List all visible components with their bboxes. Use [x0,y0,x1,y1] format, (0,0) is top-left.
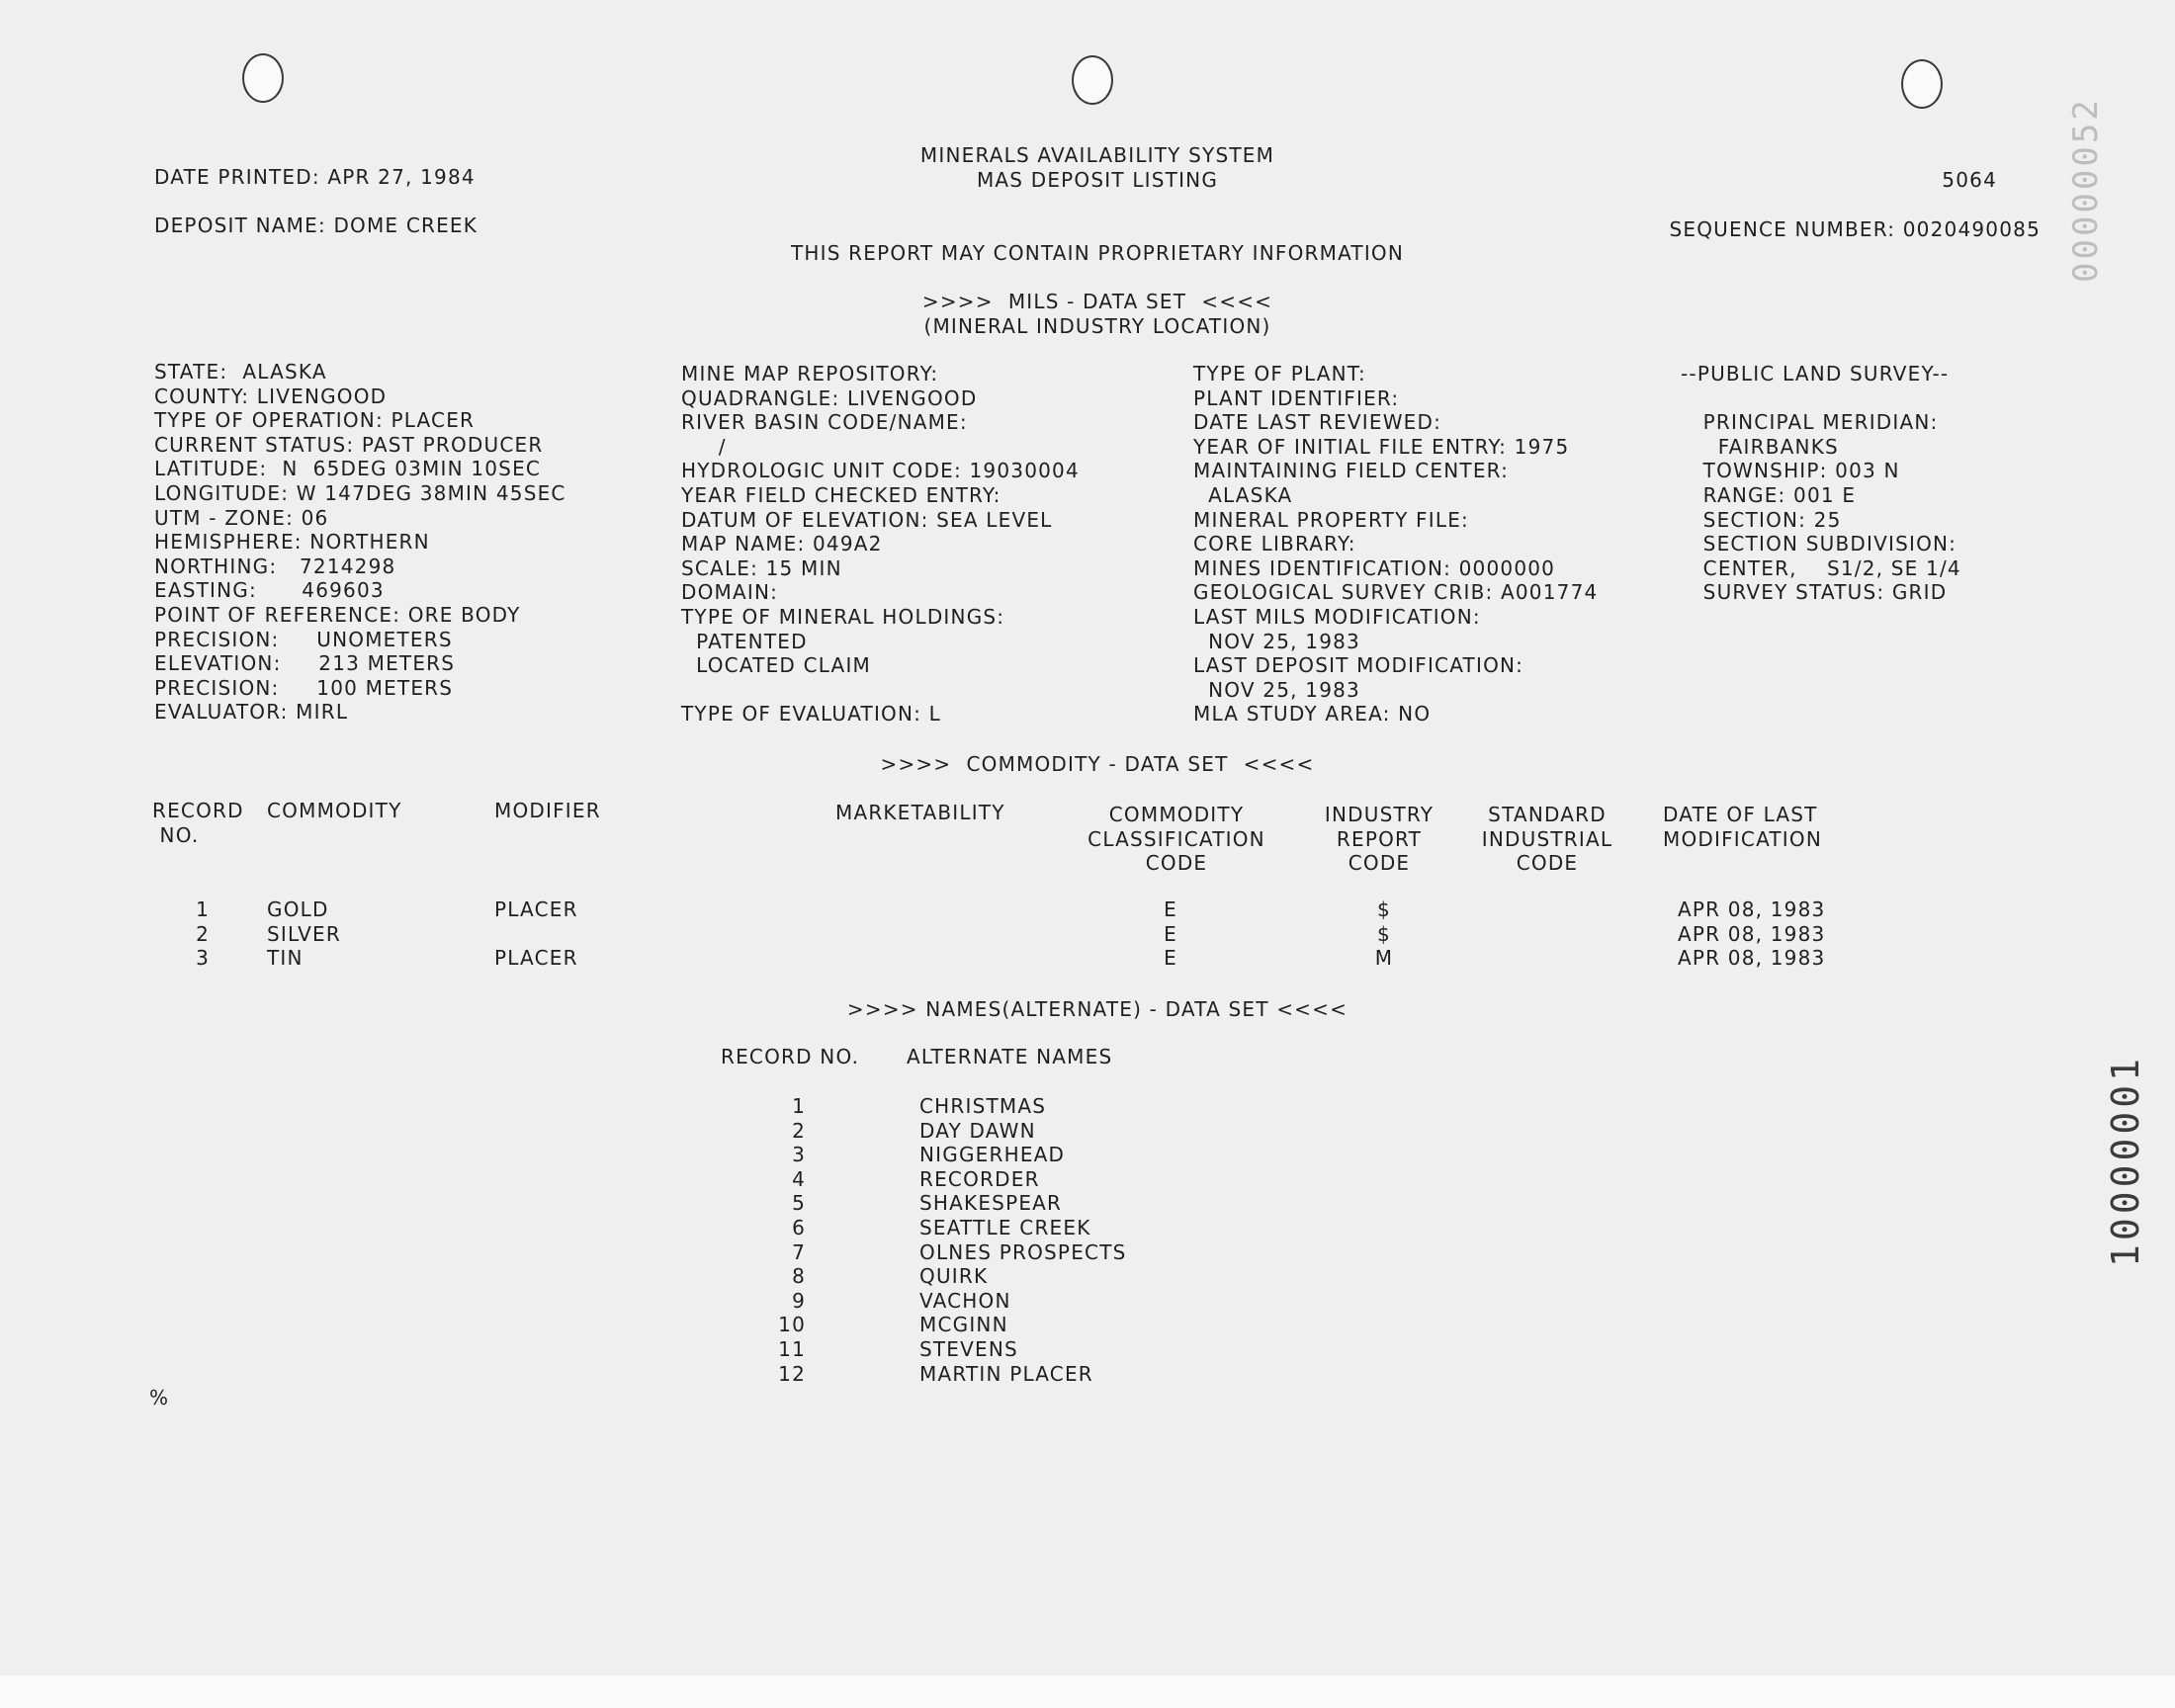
alternate-name-record-no: 9 [792,1288,806,1313]
sequence-number: SEQUENCE NUMBER: 0020490085 [1669,217,2041,241]
mils-col1-line: STATE: ALASKA [154,360,327,384]
mils-col3-line: DATE LAST REVIEWED: [1193,410,1442,435]
commodity-date: APR 08, 1983 [1678,897,1826,921]
commodity-record-no: 2 [196,921,210,946]
mils-col4-line: FAIRBANKS [1681,434,1839,459]
alternate-name: VACHON [919,1288,1011,1313]
margin-stamp-faint: 00000052 [2066,97,2106,283]
alternate-name: STEVENS [919,1337,1018,1361]
mils-col3-line: LAST MILS MODIFICATION: [1193,605,1481,629]
commodity-industry-code: $ [1377,921,1391,946]
mils-col1-line: LATITUDE: N 65DEG 03MIN 10SEC [154,457,542,481]
mils-col3-line: NOV 25, 1983 [1193,629,1360,653]
header-alternate-names: ALTERNATE NAMES [907,1045,1113,1068]
punch-hole-left [242,53,284,103]
mils-col4-line: SECTION SUBDIVISION: [1681,532,1958,556]
mils-col2-line: YEAR FIELD CHECKED ENTRY: [681,483,1001,507]
mils-col3-line: ALASKA [1193,483,1293,507]
mils-col3-line: MINERAL PROPERTY FILE: [1193,507,1469,532]
commodity-date: APR 08, 1983 [1678,921,1826,946]
mils-col1-line: ELEVATION: 213 METERS [154,651,456,676]
mils-col3-line: CORE LIBRARY: [1193,532,1356,556]
mils-title: >>>> MILS - DATA SET <<<< [921,290,1273,313]
mils-col1-line: PRECISION: 100 METERS [154,675,454,700]
mils-col2-line: SCALE: 15 MIN [681,555,842,580]
mils-col3-line: YEAR OF INITIAL FILE ENTRY: 1975 [1193,434,1570,459]
scan-margin [0,1675,2175,1708]
mils-col1-line: CURRENT STATUS: PAST PRODUCER [154,432,544,457]
header-modifier: MODIFIER [494,799,601,822]
mils-col2-line: TYPE OF MINERAL HOLDINGS: [681,605,1005,629]
mils-col3-line: PLANT IDENTIFIER: [1193,385,1400,410]
mils-col3-line: LAST DEPOSIT MODIFICATION: [1193,653,1524,678]
mils-col4-line: CENTER, S1/2, SE 1/4 [1681,555,1961,580]
deposit-name: DEPOSIT NAME: DOME CREEK [154,214,478,237]
alternate-name: MCGINN [919,1313,1008,1337]
margin-stamp-number: 10000001 [2104,1054,2147,1267]
alternate-name-record-no: 11 [778,1337,806,1361]
mils-col3-line: MINES IDENTIFICATION: 0000000 [1193,555,1556,580]
alternate-name-record-no: 1 [792,1094,806,1118]
alternate-name: CHRISTMAS [919,1094,1047,1118]
mils-col1-line: NORTHING: 7214298 [154,554,396,578]
mils-col4-line: --PUBLIC LAND SURVEY-- [1681,362,1950,385]
proprietary-notice: THIS REPORT MAY CONTAIN PROPRIETARY INFORMATION [790,241,1405,265]
commodity-name: GOLD [267,897,329,921]
commodity-name: SILVER [267,921,341,946]
mils-col2-line: / [681,434,727,459]
footer-percent-mark: % [149,1386,170,1409]
alternate-name: OLNES PROSPECTS [919,1239,1127,1264]
listing-title: MAS DEPOSIT LISTING [976,168,1219,192]
header-date-last-modification: DATE OF LAST MODIFICATION [1663,803,1823,851]
mils-col3-line: TYPE OF PLANT: [1193,362,1366,385]
mils-col2-line: MINE MAP REPOSITORY: [681,362,939,385]
commodity-classification-code: E [1164,897,1177,921]
alternate-name-record-no: 7 [792,1239,806,1264]
mils-col1-line: UTM - ZONE: 06 [154,505,329,530]
header-classification-code: COMMODITY CLASSIFICATION CODE [1088,803,1265,876]
mils-col4-line: SURVEY STATUS: GRID [1681,580,1948,605]
punch-hole-right [1901,59,1943,109]
alternate-name-record-no: 12 [778,1361,806,1386]
mils-col3-line: MAINTAINING FIELD CENTER: [1193,459,1510,483]
alternate-name: SEATTLE CREEK [919,1216,1091,1239]
names-title: >>>> NAMES(ALTERNATE) - DATA SET <<<< [846,997,1348,1021]
mils-col2-line: TYPE OF EVALUATION: L [681,702,941,726]
alternate-name-record-no: 2 [792,1118,806,1143]
mils-col1-line: POINT OF REFERENCE: ORE BODY [154,603,521,627]
mils-col1-line: TYPE OF OPERATION: PLACER [154,408,476,433]
mils-col2-line: QUADRANGLE: LIVENGOOD [681,385,978,410]
alternate-name: RECORDER [919,1166,1040,1191]
alternate-name: QUIRK [919,1264,989,1289]
alternate-name: NIGGERHEAD [919,1143,1066,1167]
alternate-name-record-no: 4 [792,1166,806,1191]
mils-col1-line: EVALUATOR: MIRL [154,700,349,725]
mils-col2-line: DATUM OF ELEVATION: SEA LEVEL [681,507,1053,532]
page-number: 5064 [1942,168,1997,192]
mils-col3-line: MLA STUDY AREA: NO [1193,702,1432,726]
mils-col1-line: EASTING: 469603 [154,578,385,603]
commodity-title: >>>> COMMODITY - DATA SET <<<< [880,752,1315,776]
commodity-modifier: PLACER [494,897,578,921]
mils-col2-line: RIVER BASIN CODE/NAME: [681,410,968,435]
commodity-date: APR 08, 1983 [1678,946,1826,971]
alternate-name: MARTIN PLACER [919,1361,1093,1386]
header-commodity: COMMODITY [267,799,402,822]
mils-col3-line: GEOLOGICAL SURVEY CRIB: A001774 [1193,580,1599,605]
mils-col2-line: PATENTED [681,629,808,653]
date-printed: DATE PRINTED: APR 27, 1984 [154,165,476,189]
header-industry-report-code: INDUSTRY REPORT CODE [1324,803,1435,876]
mils-col3-line: NOV 25, 1983 [1193,677,1360,702]
mils-col1-line: PRECISION: UNOMETERS [154,627,453,651]
commodity-industry-code: M [1374,946,1394,971]
mils-col2-line: MAP NAME: 049A2 [681,532,883,556]
mils-col4-line: SECTION: 25 [1681,507,1842,532]
mils-col2-line: HYDROLOGIC UNIT CODE: 19030004 [681,459,1080,483]
header-record-no: RECORD NO. [152,799,244,847]
system-title: MINERALS AVAILABILITY SYSTEM [919,143,1275,167]
alternate-name-record-no: 6 [792,1216,806,1239]
mils-col1-line: HEMISPHERE: NORTHERN [154,530,430,555]
mils-col1-line: LONGITUDE: W 147DEG 38MIN 45SEC [154,481,566,505]
mils-col4-line: TOWNSHIP: 003 N [1681,459,1900,483]
alternate-name-record-no: 5 [792,1191,806,1216]
mils-col1-line: COUNTY: LIVENGOOD [154,384,388,408]
header-marketability: MARKETABILITY [835,801,1005,824]
commodity-name: TIN [267,946,304,971]
alternate-name-record-no: 8 [792,1264,806,1289]
commodity-record-no: 1 [196,897,210,921]
alternate-name-record-no: 3 [792,1143,806,1167]
alternate-name: DAY DAWN [919,1118,1036,1143]
alternate-name-record-no: 10 [778,1313,806,1337]
mils-col4-line: RANGE: 001 E [1681,483,1857,507]
punch-hole-center [1072,55,1113,105]
mils-col2-line: LOCATED CLAIM [681,653,871,678]
commodity-industry-code: $ [1377,897,1391,921]
header-standard-industrial-code: STANDARD INDUSTRIAL CODE [1481,803,1613,876]
commodity-classification-code: E [1164,946,1177,971]
commodity-record-no: 3 [196,946,210,971]
mils-col4-line: PRINCIPAL MERIDIAN: [1681,410,1939,435]
commodity-classification-code: E [1164,921,1177,946]
alternate-name: SHAKESPEAR [919,1191,1063,1216]
commodity-modifier: PLACER [494,946,578,971]
header-names-record-no: RECORD NO. [721,1045,860,1068]
mils-subtitle: (MINERAL INDUSTRY LOCATION) [923,314,1271,338]
mils-col2-line: DOMAIN: [681,580,779,605]
